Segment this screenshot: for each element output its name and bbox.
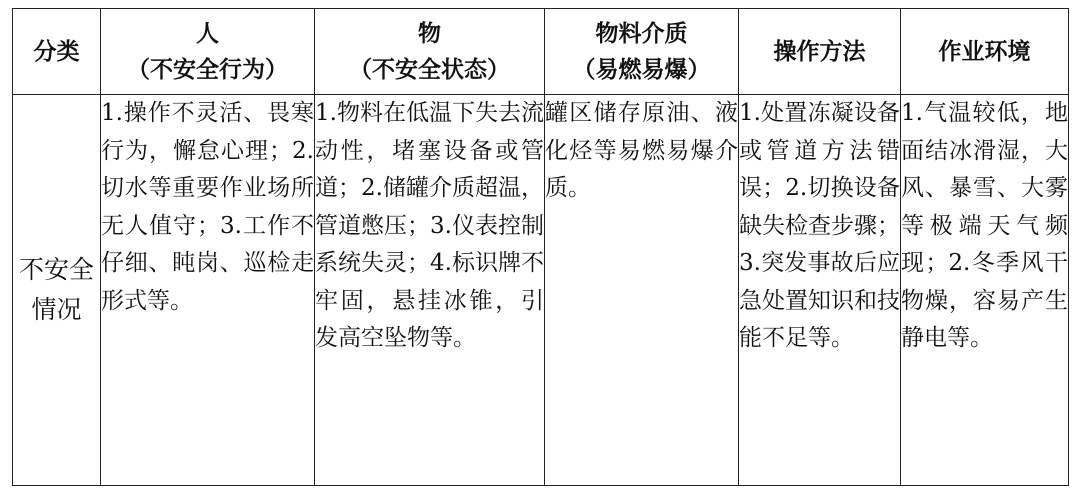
cell-environment (901, 95, 1069, 486)
cell-material (545, 95, 739, 486)
table-row (13, 95, 1069, 486)
header-people: 人 （不安全行为） (101, 9, 315, 95)
cell-method (739, 95, 901, 486)
header-category: 分类 (13, 9, 101, 95)
cell-text-method: 1.处置冻凝设备或管道方法错误；2.切换设备缺失检查步骤；3.突发事故后应急处置知识和技能不足等。 (739, 100, 900, 351)
row-label: 不安全情况 (13, 95, 101, 486)
cell-text-things: 1.物料在低温下失去流动性，堵塞设备或管道；2.储罐介质超温，管道憋压；3.仪表控制系统失灵；4.标识牌不牢固，悬挂冰锥，引发高空坠物等。 (315, 100, 544, 351)
header-things: 物 （不安全状态） (315, 9, 545, 95)
cell-text-environment: 1.气温较低，地面结冰滑湿，大风、暴雪、大雾等极端天气频现；2.冬季风干物燥，容易产生静电等。 (901, 100, 1068, 351)
cell-people (101, 95, 315, 486)
cell-things (315, 95, 545, 486)
header-row (13, 9, 1069, 95)
header-method: 操作方法 (739, 9, 901, 95)
header-material: 物料介质 （易燃易爆） (545, 9, 739, 95)
cell-text-material: 罐区储存原油、液化烃等易燃易爆介质。 (545, 100, 738, 201)
risk-table (12, 8, 1069, 486)
cell-text-people: 1.操作不灵活、畏寒行为，懈怠心理；2.切水等重要作业场所无人值守；3.工作不仔细、盹岗、巡检走形式等。 (101, 100, 314, 314)
header-environment: 作业环境 (901, 9, 1069, 95)
